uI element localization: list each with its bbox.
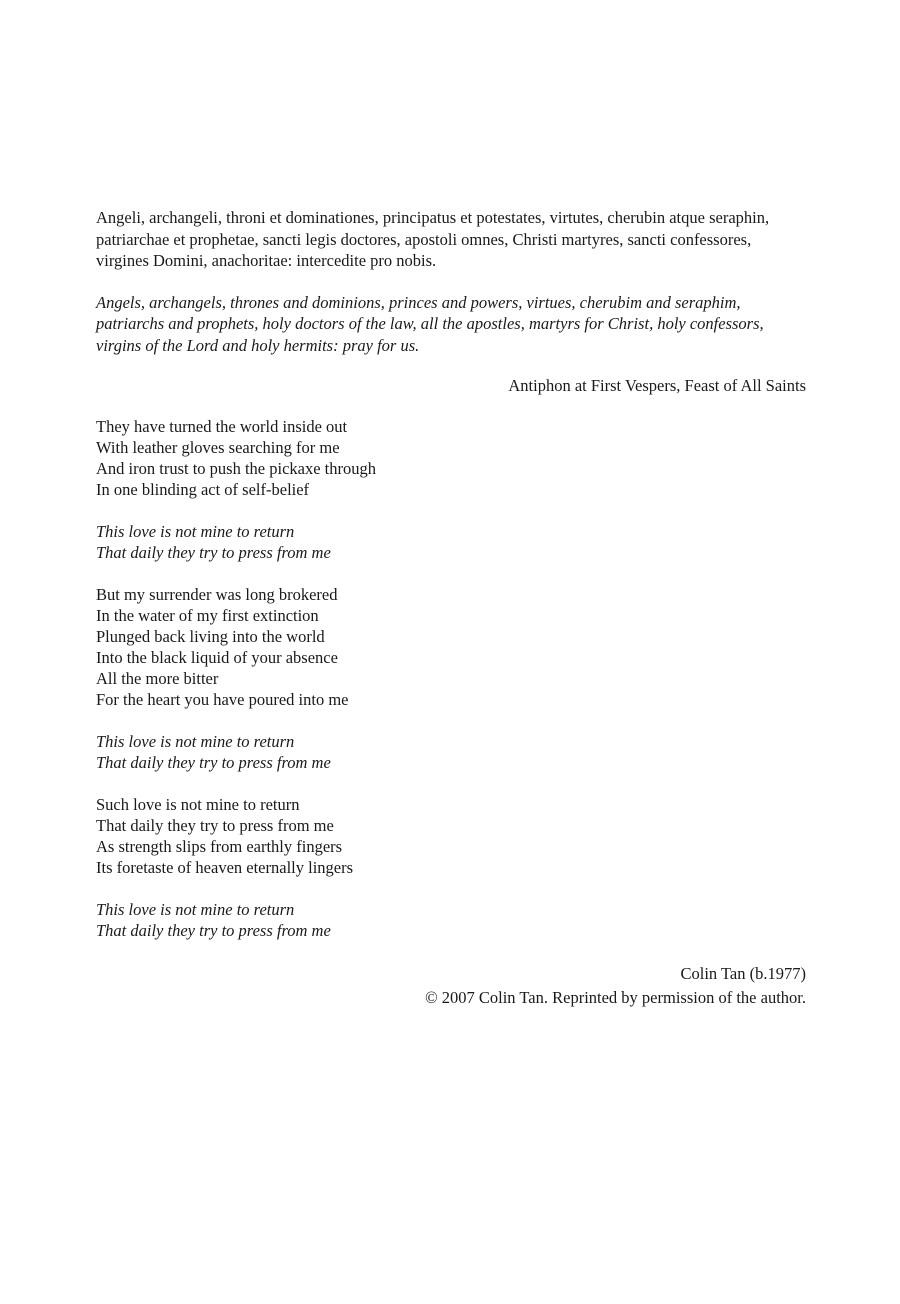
epigraph-source: Antiphon at First Vespers, Feast of All Saints [508, 376, 806, 395]
refrain-line: That daily they try to press from me [96, 921, 331, 940]
poem-line: They have turned the world inside out [96, 417, 348, 436]
epigraph-english: Angels, archangels, thrones and dominions, princes and powers, virtues, cherubim and seraphim, patriarchs and prophets, holy doctors of the law, all the apostles, martyrs for Christ, holy confessors, virgins of the Lord and holy hermits: pray for us. [96, 292, 764, 355]
poem-line: For the heart you have poured into me [96, 690, 349, 709]
poem-refrain-3 [96, 899, 806, 941]
author-credit: Colin Tan (b.1977) [680, 964, 806, 983]
poem-line: Such love is not mine to return [96, 795, 300, 814]
poem-line: All the more bitter [96, 669, 219, 688]
refrain-line: That daily they try to press from me [96, 753, 331, 772]
epigraph-latin: Angeli, archangeli, throni et dominationes, principatus et potestates, virtutes, cherubin atque seraphin, patriarchae et prophetae, sancti legis doctores, apostoli omnes, Christi martyres, sancti confessores, virgines Domini, anachoritae: intercedite pro nobis. [96, 208, 770, 270]
refrain-line: This love is not mine to return [96, 900, 295, 919]
refrain-line: This love is not mine to return [96, 522, 295, 541]
poem-line: In the water of my first extinction [96, 606, 319, 625]
poem-line: Its foretaste of heaven eternally lingers [96, 858, 354, 877]
poem-line: Into the black liquid of your absence [96, 648, 338, 667]
poem-credits [96, 962, 806, 1010]
refrain-line: That daily they try to press from me [96, 543, 331, 562]
poem-stanza-1 [96, 416, 806, 500]
poem-refrain-1 [96, 521, 806, 563]
poem-refrain-2 [96, 731, 806, 773]
poem-stanza-3 [96, 794, 806, 878]
refrain-line: This love is not mine to return [96, 732, 295, 751]
poem-line: As strength slips from earthly fingers [96, 837, 343, 856]
copyright-notice: © 2007 Colin Tan. Reprinted by permission of the author. [425, 988, 806, 1007]
poem-line: With leather gloves searching for me [96, 438, 340, 457]
document-page [96, 207, 806, 1010]
poem-stanza-2 [96, 584, 806, 710]
poem-line: In one blinding act of self-belief [96, 480, 310, 499]
poem-line: That daily they try to press from me [96, 816, 334, 835]
poem-line: Plunged back living into the world [96, 627, 325, 646]
poem-line: But my surrender was long brokered [96, 585, 338, 604]
poem-line: And iron trust to push the pickaxe through [96, 459, 377, 478]
